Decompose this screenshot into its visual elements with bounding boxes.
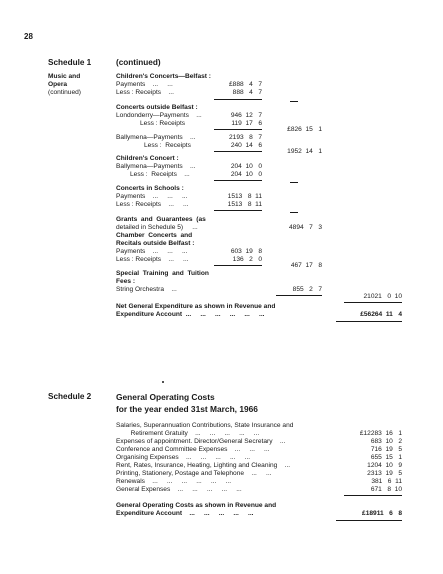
chamber-receipts-amount: 136 2 0 xyxy=(232,256,262,263)
cc-belfast-receipts-amount: 888 4 7 xyxy=(232,89,262,96)
rule xyxy=(336,520,402,521)
chamber-subtotal: 467 17 8 xyxy=(290,262,322,269)
rule xyxy=(344,495,402,496)
s2-total-amount: £18911 6 8 xyxy=(362,510,402,517)
s2-row-4-amount: 655 15 1 xyxy=(370,454,402,461)
schedule1-label: Schedule 1 xyxy=(48,58,92,67)
outside-belfast-title: Concerts outside Belfast : xyxy=(116,104,198,111)
rule xyxy=(336,321,402,322)
londonderry-payments: Londonderry—Payments ... xyxy=(116,112,202,119)
s2-row-8: General Expenses ... ... ... ... ... xyxy=(116,486,242,493)
schools-receipts: Less : Receipts ... ... xyxy=(116,201,189,208)
londonderry-receipts-amount: 119 17 6 xyxy=(231,120,262,127)
s2-row-2: Expenses of appointment. Director/General Secretary ... xyxy=(116,438,286,445)
dash xyxy=(290,101,298,102)
rule xyxy=(214,129,262,130)
special-line1: Special Training and Tuition xyxy=(116,270,209,277)
chamber-line1: Chamber Concerts and xyxy=(116,232,193,239)
s2-row-1: Retirement Gratuity ... ... ... ... ... xyxy=(116,430,260,437)
s2-row-5: Rent, Rates, Insurance, Heating, Lighting and Cleaning ... xyxy=(116,462,291,469)
page-number: 28 xyxy=(24,32,33,41)
dash xyxy=(290,212,298,213)
schools-receipts-amount: 1513 8 11 xyxy=(227,201,262,208)
grants-amount: 4894 7 3 xyxy=(289,224,322,231)
rule xyxy=(344,302,402,303)
s2-row-4: Organising Expenses ... ... ... ... ... xyxy=(116,454,251,461)
side-label-line1: Music and xyxy=(48,73,81,80)
chamber-line2: Recitals outside Belfast : xyxy=(116,240,195,247)
schools-payments-amount: 1513 8 11 xyxy=(227,193,262,200)
londonderry-payments-amount: 946 12 7 xyxy=(230,112,262,119)
s2-row-2-amount: 683 10 2 xyxy=(370,438,402,445)
rule xyxy=(214,99,262,100)
dash xyxy=(290,182,298,183)
s2-row-0: Salaries, Superannuation Contributions, State Insurance and xyxy=(116,422,294,429)
londonderry-receipts: Less : Receipts xyxy=(140,120,186,127)
string-orchestra-amount: 855 2 7 xyxy=(292,286,322,293)
net-amount: £56264 11 4 xyxy=(360,311,402,318)
s2-row-1-amount: £12283 16 1 xyxy=(359,430,402,437)
cc-belfast-payments-amount: £888 4 7 xyxy=(229,81,262,88)
chamber-receipts: Less : Receipts ... ... xyxy=(116,256,189,263)
s2-row-6-amount: 2313 19 5 xyxy=(367,470,402,477)
grants-line1: Grants and Guarantees (as xyxy=(116,216,206,223)
schools-title: Concerts in Schools : xyxy=(116,185,184,192)
cc-belfast-receipts: Less : Receipts ... xyxy=(116,89,174,96)
outside-belfast-subtotal: £826 15 1 xyxy=(287,126,322,133)
cc-payments-amount: 204 10 0 xyxy=(230,163,262,170)
rule xyxy=(276,295,322,296)
side-label-line3: (continued) xyxy=(48,89,81,96)
s2-total-line1: General Operating Costs as shown in Revenue and xyxy=(116,502,277,509)
ballymena-receipts-amount: 240 14 6 xyxy=(230,142,262,149)
net-line1: Net General Expenditure as shown in Revenue and xyxy=(116,303,276,310)
schools-payments: Payments ... ... ... xyxy=(116,193,188,200)
cc-receipts: Less : Receipts ... xyxy=(130,171,190,178)
s2-row-3: Conference and Committee Expenses ... ... ... xyxy=(116,446,270,453)
ballymena-payments-amount: 2193 8 7 xyxy=(229,134,262,141)
chamber-payments-amount: 603 19 8 xyxy=(230,248,262,255)
chamber-payments: Payments ... ... ... xyxy=(116,248,188,255)
rule xyxy=(214,180,262,181)
ballymena-payments: Ballymena—Payments ... xyxy=(116,134,196,141)
net-line2: Expenditure Account ... ... ... ... ... ... xyxy=(116,311,265,318)
stray-dot xyxy=(162,381,164,383)
rule xyxy=(214,210,262,211)
schedule1-continued: (continued) xyxy=(116,58,161,67)
schedule2-label: Schedule 2 xyxy=(48,392,92,401)
s2-row-5-amount: 1204 10 9 xyxy=(367,462,402,469)
s2-row-6: Printing, Stationery, Postage and Telephone ... ... xyxy=(116,470,272,477)
schedule2-title1: General Operating Costs xyxy=(116,392,215,402)
ballymena-subtotal: 1952 14 1 xyxy=(287,148,322,155)
cc-title: Children's Concert : xyxy=(116,155,179,162)
cc-belfast-title: Children's Concerts—Belfast : xyxy=(116,73,211,80)
special-line2: Fees : xyxy=(116,278,136,285)
schedule2-title2: for the year ended 31st March, 1966 xyxy=(116,404,258,414)
s2-row-3-amount: 716 19 5 xyxy=(370,446,402,453)
grants-line2: detailed in Schedule 5) ... xyxy=(116,224,198,231)
s2-row-8-amount: 671 8 10 xyxy=(370,486,402,493)
string-orchestra: String Orchestra ... xyxy=(116,286,177,293)
ballymena-receipts: Less : Receipts xyxy=(144,142,191,149)
cc-belfast-payments: Payments ... ... xyxy=(116,81,173,88)
rule xyxy=(214,151,262,152)
rule xyxy=(214,265,262,266)
cc-receipts-amount: 204 10 0 xyxy=(230,171,262,178)
s2-total-line2: Expenditure Account ... ... ... ... ... xyxy=(116,510,254,517)
schedule1-total: 21021 0 10 xyxy=(363,293,402,300)
s2-row-7-amount: 381 6 11 xyxy=(371,478,402,485)
s2-row-7: Renewals ... ... ... ... ... ... xyxy=(116,478,232,485)
side-label-line2: Opera xyxy=(48,81,68,88)
cc-payments: Ballymena—Payments ... xyxy=(116,163,196,170)
